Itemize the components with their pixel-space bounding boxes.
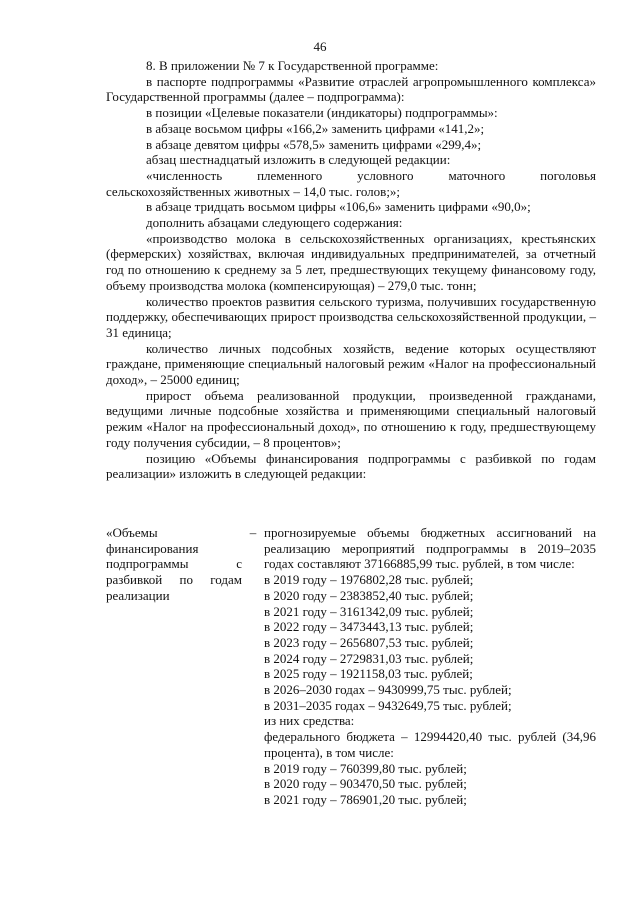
quoted-paragraph: прирост объема реализованной продукции, произведенной гражданами, ведущими личные подсобные хозяйства и применяющими специальный налоговый режим «Налог на профессиональный доход», по отношению к году, предшествующему году получения субсидии, – 8 процентов»; [106, 387, 596, 450]
year-total-line: в 2026–2030 годах – 9430999,75 тыс. рублей; [264, 682, 512, 698]
funding-spec-row [106, 525, 596, 808]
quoted-paragraph: «производство молока в сельскохозяйственных организациях, крестьянских (фермерских) хозяйствах, включая индивидуальных предпринимателей, за отчетный год по отношению к среднему за 5 лет, предшествующих текущему финансовому году, объему производства молока (компенсирующая) – 279,0 тыс. тонн; [106, 230, 596, 293]
paragraph: позицию «Объемы финансирования подпрограммы с разбивкой по годам реализации» изложить в следующей редакции: [106, 450, 596, 482]
year-total-line: в 2019 году – 1976802,28 тыс. рублей; [264, 572, 474, 588]
spec-label: «Объемы финансирования подпрограммы с разбивкой по годам реализации [106, 525, 242, 603]
year-total-line: в 2031–2035 годах – 9432649,75 тыс. рублей; [264, 697, 512, 713]
federal-budget-lead: федерального бюджета – 12994420,40 тыс. рублей (34,96 процента), в том числе: [264, 729, 596, 760]
year-federal-line: в 2020 году – 903470,50 тыс. рублей; [264, 776, 467, 792]
of-which-line: из них средства: [264, 713, 355, 729]
quoted-paragraph: «численность племенного условного маточного поголовья сельскохозяйственных животных – 14,0 тыс. голов;»; [106, 167, 596, 199]
spec-lead: прогнозируемые объемы бюджетных ассигнований на реализацию мероприятий подпрограммы в 2019–2035 годах составляют 37166885,99 тыс. рублей, в том числе: [264, 525, 596, 572]
spec-dash: – [249, 525, 257, 540]
paragraph: в абзаце девятом цифры «578,5» заменить цифрами «299,4»; [146, 136, 482, 152]
paragraph: в абзаце тридцать восьмом цифры «106,6» заменить цифрами «90,0»; [146, 199, 531, 215]
paragraph: в позиции «Целевые показатели (индикаторы) подпрограммы»: [146, 105, 498, 121]
year-federal-line: в 2019 году – 760399,80 тыс. рублей; [264, 760, 467, 776]
year-total-line: в 2023 году – 2656807,53 тыс. рублей; [264, 634, 474, 650]
page-number: 46 [313, 39, 327, 54]
year-total-line: в 2025 году – 1921158,03 тыс. рублей; [264, 666, 473, 682]
year-federal-line: в 2021 году – 786901,20 тыс. рублей; [264, 791, 467, 807]
quoted-paragraph: количество личных подсобных хозяйств, ведение которых осуществляют граждане, применяющие специальный налоговый режим «Налог на профессиональный доход», – 25000 единиц; [106, 340, 596, 388]
year-total-line: в 2024 году – 2729831,03 тыс. рублей; [264, 650, 474, 666]
year-total-line: в 2021 году – 3161342,09 тыс. рублей; [264, 603, 474, 619]
paragraph: дополнить абзацами следующего содержания: [146, 215, 403, 231]
paragraph: абзац шестнадцатый изложить в следующей редакции: [146, 152, 451, 168]
document-body [106, 58, 596, 482]
paragraph-item-heading: 8. В приложении № 7 к Государственной программе: [146, 58, 439, 73]
funding-spec-table [106, 525, 596, 808]
spec-content [264, 525, 596, 808]
paragraph: в паспорте подпрограммы «Развитие отраслей агропромышленного комплекса» Государственной программы (далее – подпрограмма): [106, 73, 596, 105]
quoted-paragraph: количество проектов развития сельского туризма, получивших государственную поддержку, обеспечивающих прирост производства сельскохозяйственной продукции, – 31 единица; [106, 293, 596, 340]
paragraph: в абзаце восьмом цифры «166,2» заменить цифрами «141,2»; [146, 120, 485, 136]
year-total-line: в 2022 году – 3473443,13 тыс. рублей; [264, 619, 474, 635]
year-total-line: в 2020 году – 2383852,40 тыс. рублей; [264, 587, 474, 603]
